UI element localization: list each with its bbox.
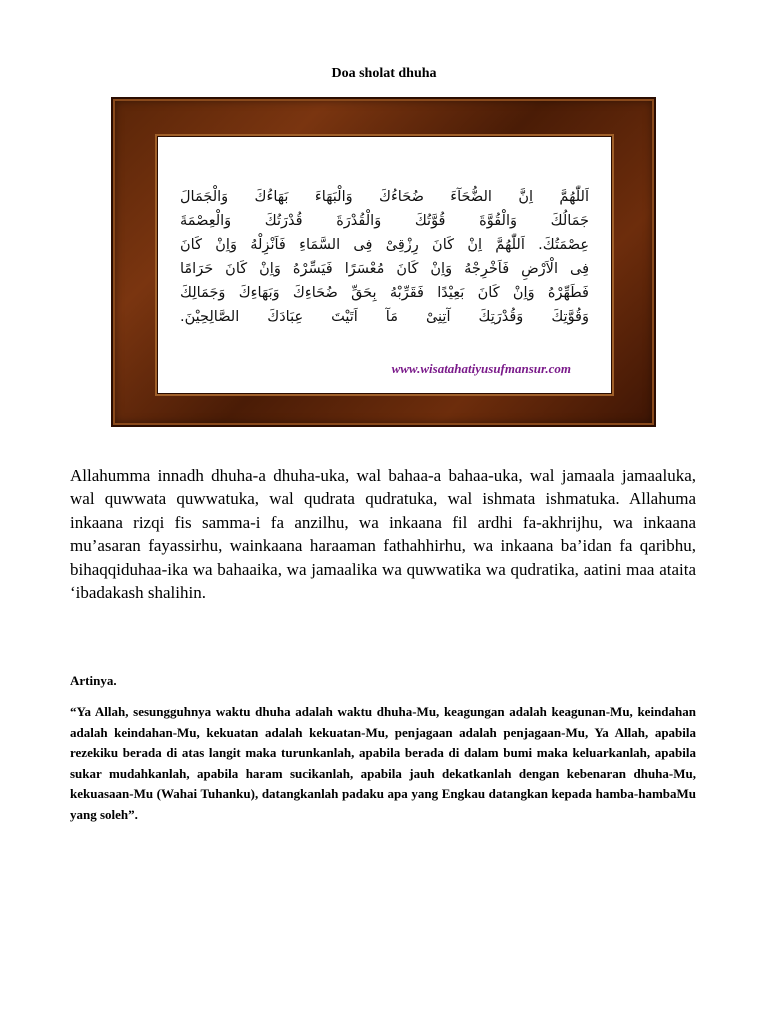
document-title: Doa sholat dhuha <box>331 66 437 81</box>
transliteration-paragraph: Allahumma innadh dhuha-a dhuha-uka, wal bahaa-a bahaa-uka, wal jamaala jamaaluka, wal quwwata quwwatuka, wal qudrata qudratuka, wal ishmata ishmatuka. Allahuma inkaana rizqi fis samma-i fa anzilhu, wa inkaana fil ardhi fa-akhrijhu, wa inkaana mu’asaran fayassirhu, wainkaana haraaman fathahhirhu, wa inkaana ba’idan fa qaribhu, bihaqqiduhaa-ika wa bahaaika, wa jamaalika wa quwwatika wa qudratika, aatini maa ataita ‘ibadakash shalihin. <box>70 466 696 603</box>
arabic-line: اَللّٰهُمَّ اِنَّ الضُّحَآءَ ضُحَاءُكَ وَالْبَهَاءَ بَهَاءُكَ وَالْجَمَالَ <box>180 189 589 205</box>
arabic-line: جَمَالُكَ وَالْقُوَّةَ قُوَّتُكَ وَالْقُدْرَةَ قُدْرَتُكَ وَالْعِصْمَةَ <box>180 213 589 229</box>
arabic-line: عِصْمَتُكَ. اَللّٰهُمَّ اِنْ كَانَ رِزْقِىْ فِى السَّمَاءِ فَاَنْزِلْهُ وَاِنْ كَانَ <box>180 237 589 253</box>
arabic-line: وَقُوَّتِكَ وَقُدْرَتِكَ آتِنِىْ مَآ اَتَيْتَ عِبَادَكَ الصَّالِحِيْنَ. <box>180 309 589 325</box>
wooden-picture-frame <box>111 97 656 427</box>
translation-heading: Artinya. <box>70 673 117 688</box>
arabic-line: فَطَهِّرْهُ وَاِنْ كَانَ بَعِيْدًا فَقَرِّبْهُ بِحَقِّ ضُحَاءِكَ وَبَهَاءِكَ وَجَمَالِكَ <box>180 285 589 301</box>
arabic-prayer-text <box>158 185 611 329</box>
arabic-line: فِى الْاَرْضِ فَاَخْرِجْهُ وَاِنْ كَانَ مُعْسَرًا فَيَسِّرْهُ وَاِنْ كَانَ حَرَامًا <box>180 261 589 277</box>
image-watermark: www.wisatahatiyusufmansur.com <box>391 361 571 376</box>
translation-paragraph: “Ya Allah, sesungguhnya waktu dhuha adalah waktu dhuha-Mu, keagungan adalah keagunan-Mu, keindahan adalah keindahan-Mu, kekuatan adalah kekuatan-Mu, penjagaan adalah penjagaan-Mu, Ya Allah, apabila rezekiku berada di atas langit maka turunkanlah, apabila berada di dalam bumi maka keluarkanlah, apabila sukar mudahkanlah, apabila haram sucikanlah, apabila jauh dekatkanlah dengan kebenaran dhuha-Mu, kekuasaan-Mu (Wahai Tuhanku), datangkanlah padaku apa yang Engkau datangkan kepada hamba-hambaMu yang soleh”. <box>70 704 696 822</box>
prayer-image <box>157 136 612 394</box>
